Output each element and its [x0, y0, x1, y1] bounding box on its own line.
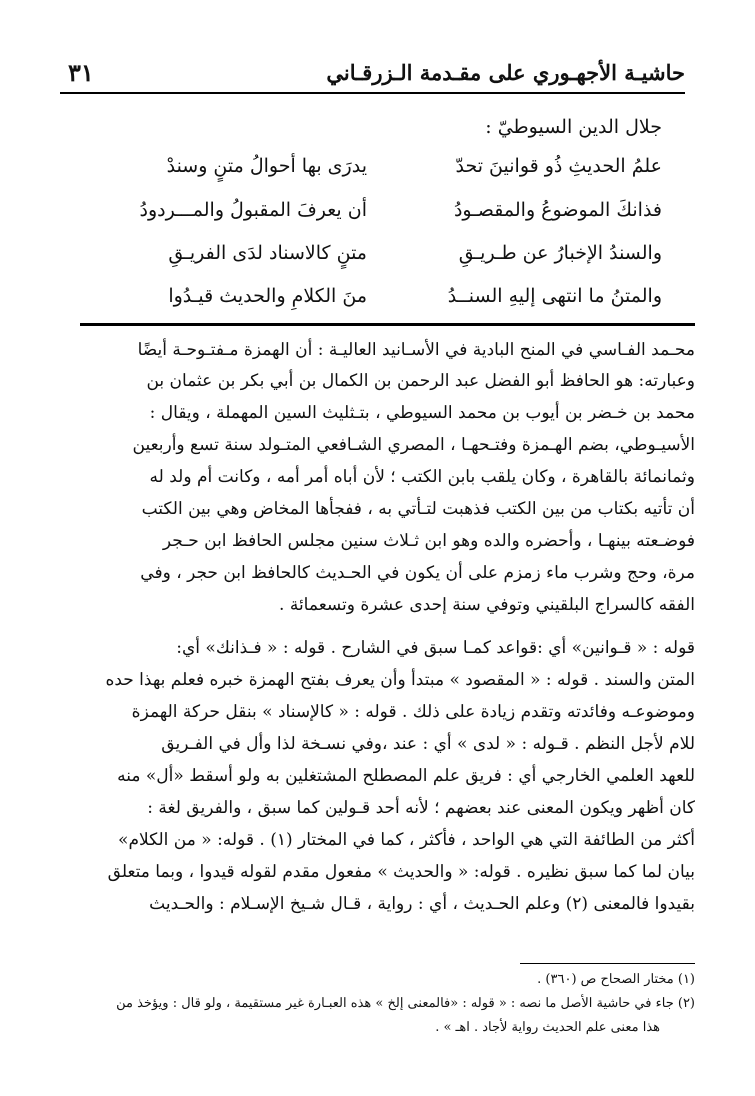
poem-verse-4-first-half: والمتنُ ما انتهى إليهِ السنــدُ	[447, 285, 662, 307]
poem-verse-2-second-half: أن يعرفَ المقبولُ والمـــردودُ	[139, 199, 367, 221]
footnote-rule	[520, 963, 695, 964]
footnote-2-line-2: هذا معنى علم الحديث رواية لأجاد . اهـ » .	[435, 1020, 660, 1035]
page-number: ٣١	[68, 58, 94, 87]
note-line-5: وثمانمائة بالقاهرة ، وكان يلقب بابن الكتب ؛ لأن أباه أمر أمه ، وكانت أم ولد له	[149, 467, 695, 487]
separator-rule	[80, 323, 695, 326]
commentary-line-5: للعهد العلمي الخارجي أي : فريق علم المصطلح المشتغلين به ولو أسقط «أل» منه	[117, 766, 695, 786]
header-title: حاشيـة الأجهـوري على مقـدمة الـزرقـاني	[326, 60, 685, 85]
note-line-9: الفقه كالسراج البلقيني وتوفي سنة إحدى عشرة وتسعمائة .	[279, 595, 695, 615]
running-header	[60, 58, 685, 94]
commentary-line-7: أكثر من الطائفة التي هي الواحد ، فأكثر ، كما في المختار (١) . قوله: « من الكلام»	[118, 830, 695, 850]
commentary-line-3: وموضوعـه وفائدته وتقدم زيادة على ذلك . قوله : « كالإسناد » بنقل حركة الهمزة	[131, 702, 695, 722]
note-line-4: الأسيـوطي، بضم الهـمزة وفتـحهـا ، المصري الشـافعي المتـولد سنة تسع وأربعين	[132, 435, 695, 455]
commentary-line-6: كان أظهر ويكون المعنى عند بعضهم ؛ لأنه أحد قـولين كما سبق ، والفريق لغة :	[147, 798, 695, 818]
note-line-3: محمد بن خـضر بن أيوب بن محمد السيوطي ، بتـثليث السين المهملة ، ويقال :	[149, 403, 695, 423]
poem-verse-3-first-half: والسندُ الإخبارُ عن طـريـقِ	[458, 242, 662, 264]
commentary-line-1: قوله : « قـوانين» أي :قواعد كمـا سبق في الشارح . قوله : « فـذانك» أي:	[176, 638, 695, 658]
poem-verse-1-first-half: علمُ الحديثِ ذُو قوانينَ تحدّ	[455, 155, 662, 177]
poem-verse-4-second-half: منَ الكلامِ والحديث قيـدُوا	[168, 285, 367, 307]
commentary-line-8: بيان لما كما سبق نظيره . قوله: « والحديث » مفعول مقدم لقوله قيدوا ، وبما متعلق	[107, 862, 695, 882]
poem-intro: جلال الدين السيوطيّ :	[485, 116, 662, 138]
poem-verse-3-second-half: متنٍ كالاسناد لدَى الفريـقِ	[168, 242, 367, 264]
commentary-line-4: للام لأجل النظم . قـوله : « لدى » أي : عند ،وفي نسـخة لذا وأل في الفـريق	[161, 734, 695, 754]
note-line-1: محـمد الفـاسي في المنح البادية في الأسـانيد العاليـة : أن الهمزة مـفتـوحـة أيضًا	[137, 340, 695, 360]
note-line-2: وعبارته: هو الحافظ أبو الفضل عبد الرحمن بن الكمال بن أبي بكر بن عثمان بن	[146, 371, 695, 391]
poem-verse-2-first-half: فذانكَ الموضوعُ والمقصـودُ	[453, 199, 662, 221]
commentary-line-9: بقيدوا فالمعنى (٢) وعلم الحـديث ، أي : رواية ، قـال شـيخ الإسـلام : والحـديث	[149, 894, 695, 914]
footnote-1: (١) مختار الصحاح ص (٣٦٠) .	[537, 972, 695, 987]
footnote-2-line-1: (٢) جاء في حاشية الأصل ما نصه : « قوله : «فالمعنى إلخ » هذه العبـارة غير مستقيمة ، ولو قال : ويؤخذ من	[116, 996, 695, 1011]
commentary-line-2: المتن والسند . قوله : « المقصود » مبتدأ وأن يعرف بفتح الهمزة خبره فعلم بهذا حده	[105, 670, 695, 690]
poem-verse-1-second-half: يدرَى بها أحوالُ متنٍ وسندْ	[166, 155, 367, 177]
note-line-7: فوضـعته بينهـا ، وأحضره والده وهو ابن ثـلاث سنين مجلس الحافظ ابن حـجر	[162, 531, 695, 551]
note-line-8: مرة، وحج وشرب ماء زمزم على أن يكون في الحـديث كالحافظ ابن حجر ، وفي	[140, 563, 695, 583]
note-line-6: أن تأتيه بكتاب من بين الكتب فذهبت لتـأتي به ، ففجأها المخاض وهي بين الكتب	[141, 499, 695, 519]
